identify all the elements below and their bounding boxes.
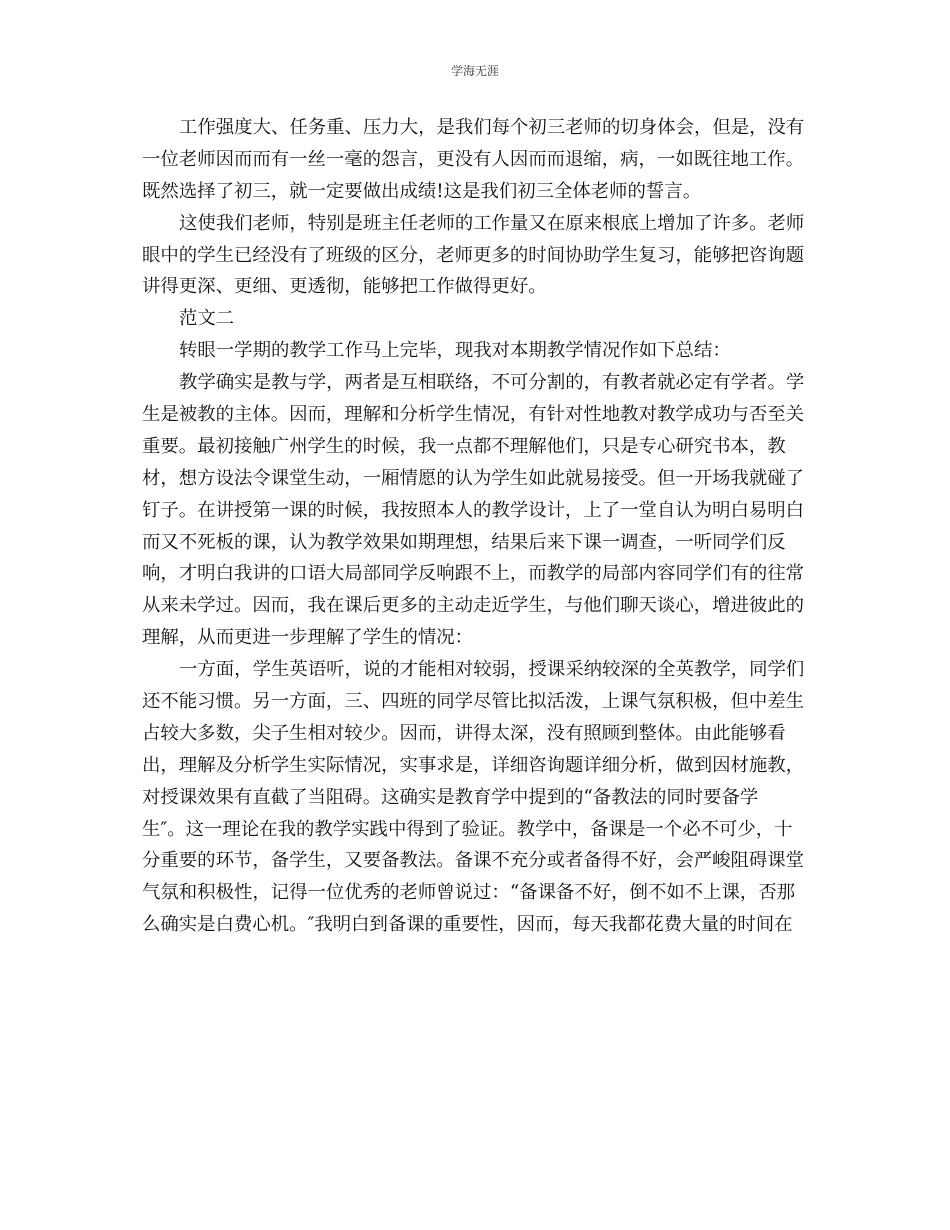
text-line: 工作强度大、任务重、压力大，是我们每个初三老师的切身体会，但是，没有 bbox=[179, 117, 805, 138]
document-body bbox=[142, 112, 814, 941]
text-line: 范文二 bbox=[179, 308, 235, 330]
text-line: 一位老师因而而有一丝一毫的怨言，更没有人因而而退缩，病，一如既往地工作。 bbox=[142, 148, 805, 170]
text-line: 气氛和积极性，记得一位优秀的老师曾说过：“备课备不好，倒不如不上课，否那 bbox=[142, 882, 796, 904]
text-line: 出，理解及分析学生实际情况，实事求是，详细咨询题详细分析，做到因材施教， bbox=[142, 754, 805, 776]
text-line: 钉子。在讲授第一课的时候，我按照本人的教学设计，上了一堂自认为明白易明白 bbox=[142, 499, 805, 521]
text-line: 材，想方设法令课堂生动，一厢情愿的认为学生如此就易接受。但一开场我就碰了 bbox=[142, 467, 805, 489]
text-line: 眼中的学生已经没有了班级的区分，老师更多的时间协助学生复习，能够把咨询题 bbox=[142, 244, 805, 266]
text-line: 从来未学过。因而，我在课后更多的主动走近学生，与他们聊天谈心，增进彼此的 bbox=[142, 595, 805, 617]
text-line: 生″。这一理论在我的教学实践中得到了验证。教学中，备课是一个必不可少，十 bbox=[142, 818, 793, 840]
text-line: 么确实是白费心机。″我明白到备课的重要性，因而，每天我都花费大量的时间在 bbox=[142, 914, 793, 936]
text-line: 而又不死板的课，认为教学效果如期理想，结果后来下课一调查，一听同学们反 bbox=[142, 531, 786, 553]
page-header: 学海无涯 bbox=[450, 64, 499, 78]
text-line: 这使我们老师，特别是班主任老师的工作量又在原来根底上增加了许多。老师 bbox=[179, 212, 805, 234]
text-line: 响，才明白我讲的口语大局部同学反响跟不上，而教学的局部内容同学们有的往常 bbox=[142, 563, 805, 585]
text-line: 占较大多数，尖子生相对较少。因而，讲得太深，没有照顾到整体。由此能够看 bbox=[142, 722, 786, 744]
text-line: 重要。最初接触广州学生的时候，我一点都不理解他们，只是专心研究书本，教 bbox=[142, 435, 786, 457]
text-line: 讲得更深、更细、更透彻，能够把工作做得更好。 bbox=[142, 276, 547, 298]
text-line: 分重要的环节，备学生，又要备教法。备课不充分或者备得不好，会严峻阻碍课堂 bbox=[142, 850, 805, 872]
text-line: 既然选择了初三，就一定要做出成绩!这是我们初三全体老师的誓言。 bbox=[142, 180, 702, 202]
text-line: 还不能习惯。另一方面，三、四班的同学尽管比拟活泼，上课气氛积极，但中差生 bbox=[142, 691, 805, 713]
text-line: 理解，从而更进一步理解了学生的情况： bbox=[142, 627, 474, 649]
text-line: 教学确实是教与学，两者是互相联络，不可分割的，有教者就必定有学者。学 bbox=[179, 372, 805, 394]
text-line: 生是被教的主体。因而，理解和分析学生情况，有针对性地教对教学成功与否至关 bbox=[142, 404, 805, 426]
text-line: 转眼一学期的教学工作马上完毕，现我对本期教学情况作如下总结： bbox=[179, 340, 731, 362]
text-line: 对授课效果有直截了当阻碍。这确实是教育学中提到的“备教法的同时要备学 bbox=[142, 786, 759, 808]
text-line: 一方面，学生英语听，说的才能相对较弱，授课采纳较深的全英教学，同学们 bbox=[179, 659, 805, 681]
